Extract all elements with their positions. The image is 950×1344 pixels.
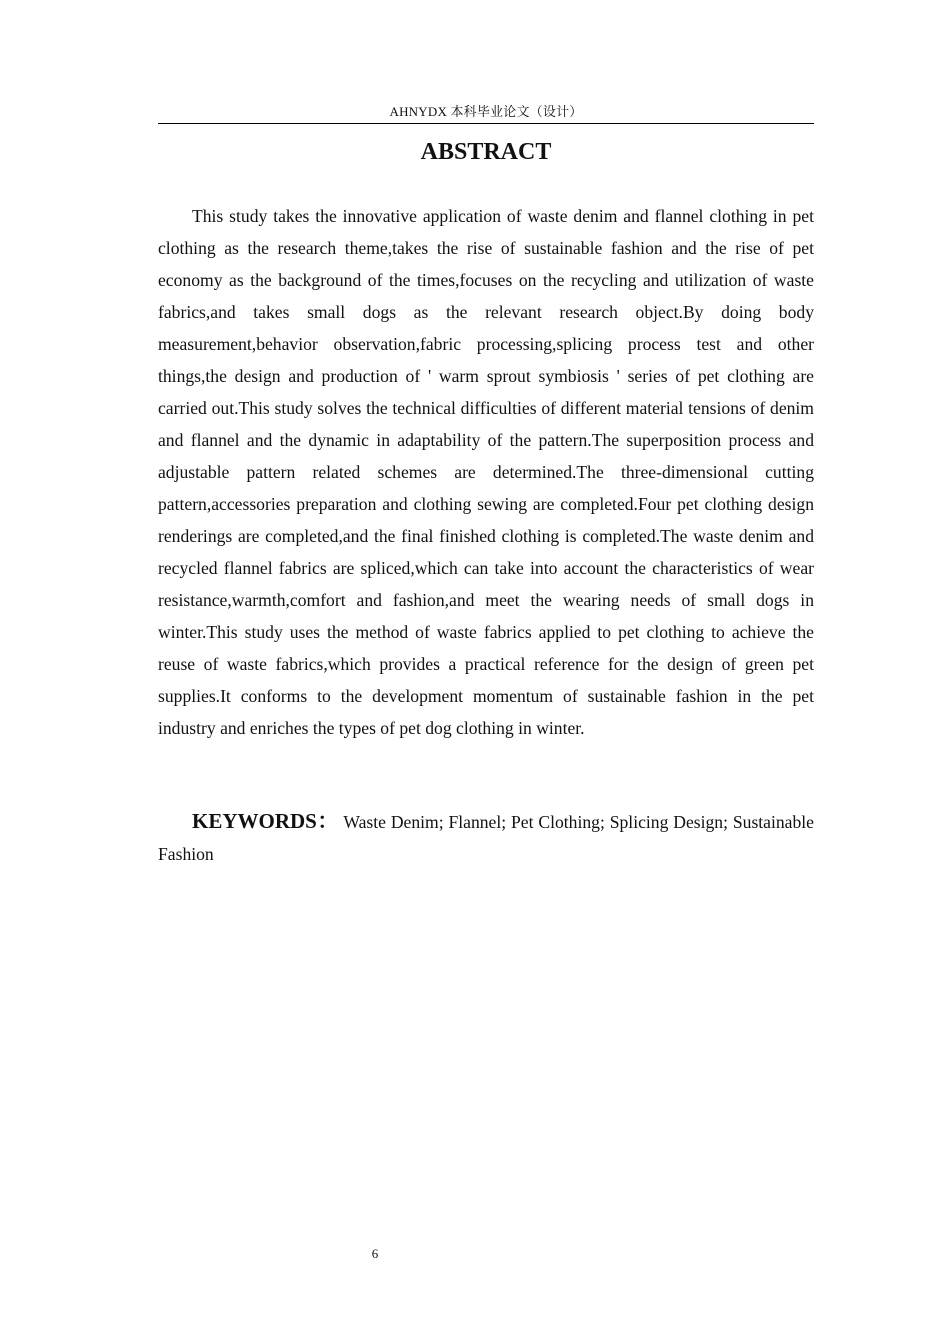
abstract-body: This study takes the innovative application of waste denim and flannel clothing in pet clothing as the research theme,takes the rise of sustainable fashion and the rise of pet economy as the background of the times,focuses on the recycling and utilization of waste fabrics,and takes small dogs as the relevant research object.By doing body measurement,behavior observation,fabric processing,splicing process test and other things,the design and production of ' warm sprout symbiosis ' series of pet clothing are carried out.This study solves the technical difficulties of different material tensions of denim and flannel and the dynamic in adaptability of the pattern.The superposition process and adjustable pattern related schemes are determined.The three-dimensional cutting pattern,accessories preparation and clothing sewing are completed.Four pet clothing design renderings are completed,and the final finished clothing is completed.The waste denim and recycled flannel fabrics are spliced,which can take into account the characteristics of wear resistance,warmth,comfort and fashion,and meet the wearing needs of small dogs in winter.This study uses the method of waste fabrics applied to pet clothing to achieve the reuse of waste fabrics,which provides a practical reference for the design of green pet supplies.It conforms to the development momentum of sustainable fashion in the pet industry and enriches the types of pet dog clothing in winter. bbox=[158, 206, 814, 738]
keywords-text: Waste Denim; Flannel; Pet Clothing; Splicing Design; Sustainable Fashion bbox=[158, 812, 814, 864]
keywords-paragraph bbox=[158, 805, 814, 870]
page-number: 6 bbox=[371, 1246, 379, 1261]
keywords-label: KEYWORDS： bbox=[192, 809, 339, 833]
header-rule bbox=[158, 123, 814, 124]
page-header: AHNYDX 本科毕业论文（设计） bbox=[389, 104, 583, 119]
abstract-title: ABSTRACT bbox=[420, 139, 552, 165]
